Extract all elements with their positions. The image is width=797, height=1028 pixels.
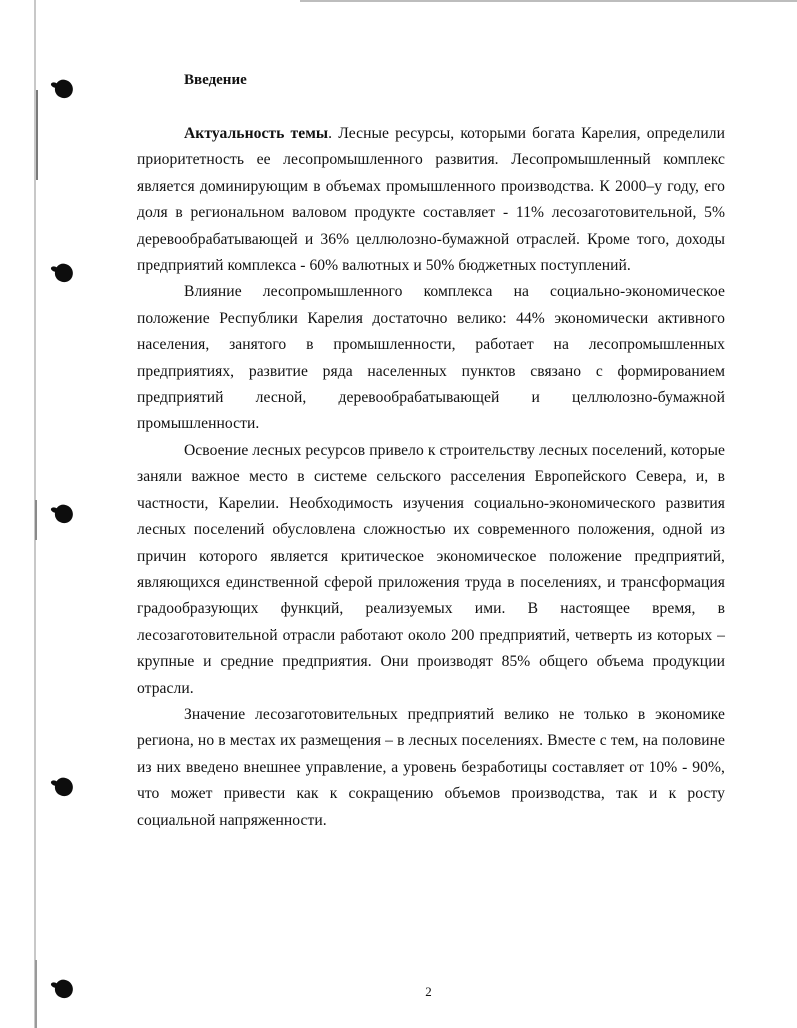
relevance-keyword: Актуальность темы [184, 125, 329, 142]
section-heading: Введение [184, 72, 247, 88]
paragraph-relevance [137, 121, 725, 279]
binder-hole-icon [52, 261, 75, 284]
document-body [137, 68, 725, 834]
scan-top-edge [300, 0, 797, 2]
paragraph-text: . Лесные ресурсы, которыми богата Карелия, определили приоритетность ее лесопромышленного развития. Лесопромышленный комплекс является доминирующим в объемах промышленного производства. К 2000–у году, его доля в региональном валовом продукте составляет - 11% лесозаготовительной, 5% деревообрабатывающей и 36% целлюлозно-бумажной отраслей. Кроме того, доходы предприятий комплекса - 60% валютных и 50% бюджетных поступлений. [137, 125, 725, 275]
scan-left-mark [35, 500, 37, 540]
binder-hole-icon [52, 502, 75, 525]
paragraph-significance: Значение лесозаготовительных предприятий велико не только в экономике региона, но в местах их размещения – в лесных поселениях. Вместе с тем, на половине из них введено внешнее управление, а уровень безработицы составляет от 10% - 90%, что может привести как к сокращению объемов производства, так и к росту социальной напряженности. [137, 705, 725, 829]
paragraph-influence: Влияние лесопромышленного комплекса на социально-экономическое положение Республики Карелия достаточно велико: 44% экономически активного населения, занятого в промышленности, работает на лесопромышленных предприятиях, развитие ряда населенных пунктов связано с формированием предприятий лесной, деревообрабатывающей и целлюлозно-бумажной промышленности. [137, 283, 725, 433]
paragraph-settlements: Освоение лесных ресурсов привело к строительству лесных поселений, которые заняли важное место в системе сельского расселения Европейского Севера, и, в частности, Карелии. Необходимость изучения социально-экономического развития лесных поселений обусловлена сложностью их современного положения, одной из причин которого является критическое экономическое положение предприятий, являющихся единственной сферой приложения труда в поселениях, и трансформация градообразующих функций, реализуемых ими. В настоящее время, в лесозаготовительной отрасли работают около 200 предприятий, четверть из которых – крупные и средние предприятия. Они производят 85% общего объема продукции отрасли. [137, 441, 725, 697]
scan-left-mark [36, 90, 38, 180]
page-number: 2 [425, 984, 432, 999]
binder-hole-icon [52, 77, 75, 100]
binder-hole-icon [52, 775, 75, 798]
